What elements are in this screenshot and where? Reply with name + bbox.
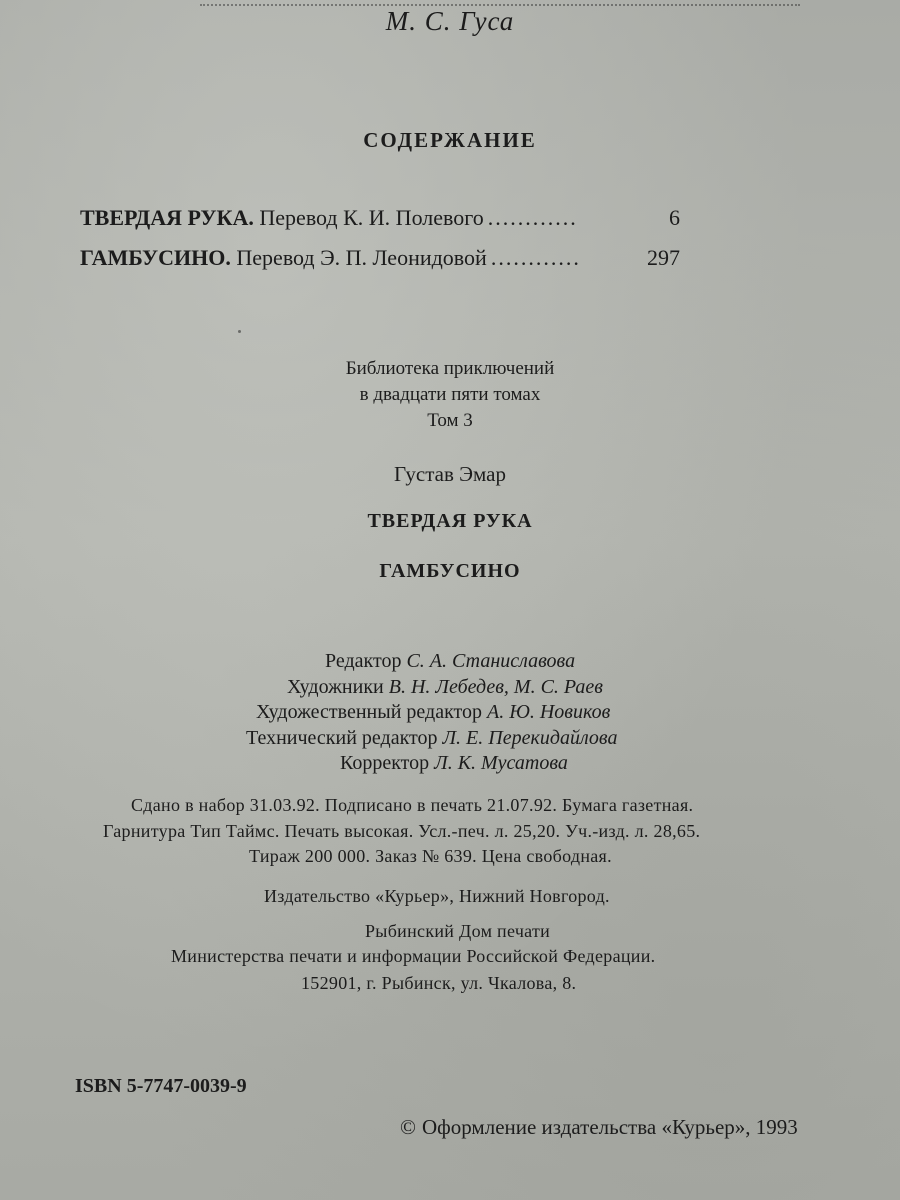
volume-number: Том 3 bbox=[427, 410, 473, 431]
toc-entry-translator: Перевод Э. П. Леонидовой bbox=[236, 245, 487, 270]
printer-address: 152901, г. Рыбинск, ул. Чкалова, 8. bbox=[301, 973, 577, 993]
toc-entry-title: ГАМБУСИНО. bbox=[80, 245, 231, 270]
credit-role: Технический редактор bbox=[246, 727, 438, 749]
toc-entry bbox=[80, 245, 680, 271]
toc-entry-page: 297 bbox=[647, 245, 680, 270]
credit-line bbox=[340, 752, 568, 775]
credit-role: Художники bbox=[287, 676, 384, 698]
toc-leader-dots: ............ bbox=[490, 245, 581, 270]
copyright-icon: © bbox=[400, 1115, 416, 1139]
credit-name: Л. Е. Перекидайлова bbox=[442, 727, 618, 749]
toc-entry-page: 6 bbox=[669, 205, 680, 230]
toc-leader-dots: ............ bbox=[487, 205, 578, 230]
credit-line bbox=[325, 650, 575, 673]
contents-heading: СОДЕРЖАНИЕ bbox=[363, 128, 537, 152]
translator-credit: М. С. Гуса bbox=[385, 6, 515, 36]
toc-entry bbox=[80, 205, 680, 231]
credit-line bbox=[287, 676, 603, 699]
credit-line bbox=[246, 727, 617, 750]
printer-line: Министерства печати и информации Российской Федерации. bbox=[171, 946, 656, 966]
toc-entry-title: ТВЕРДАЯ РУКА. bbox=[80, 205, 254, 230]
publisher-line: Издательство «Курьер», Нижний Новгород. bbox=[264, 886, 610, 906]
author-name: Густав Эмар bbox=[394, 462, 506, 486]
series-title: Библиотека приключений bbox=[345, 358, 555, 379]
credit-name: Л. К. Мусатова bbox=[434, 752, 568, 774]
book-title: ГАМБУСИНО bbox=[379, 560, 521, 582]
book-title: ТВЕРДАЯ РУКА bbox=[367, 510, 533, 532]
credit-name: С. А. Станиславова bbox=[406, 650, 576, 672]
imprint-line: Сдано в набор 31.03.92. Подписано в печать 21.07.92. Бумага газетная. bbox=[131, 795, 694, 815]
copyright-line bbox=[400, 1115, 798, 1140]
copyright-text: Оформление издательства «Курьер», 1993 bbox=[421, 1115, 798, 1139]
imprint-line: Гарнитура Тип Таймс. Печать высокая. Усл.-печ. л. 25,20. Уч.-изд. л. 28,65. bbox=[103, 821, 701, 841]
credit-line bbox=[256, 701, 610, 724]
isbn: ISBN 5-7747-0039-9 bbox=[75, 1075, 247, 1097]
credit-role: Художественный редактор bbox=[256, 701, 482, 723]
toc-entry-translator: Перевод К. И. Полевого bbox=[259, 205, 484, 230]
imprint-line: Тираж 200 000. Заказ № 639. Цена свободная. bbox=[249, 846, 612, 866]
paper-speck bbox=[238, 330, 241, 333]
printer-line: Рыбинский Дом печати bbox=[365, 921, 551, 941]
credit-name: А. Ю. Новиков bbox=[487, 701, 611, 723]
series-subtitle: в двадцати пяти томах bbox=[359, 384, 541, 405]
credit-name: В. Н. Лебедев, М. С. Раев bbox=[388, 676, 603, 698]
credit-role: Корректор bbox=[340, 752, 430, 774]
credit-role: Редактор bbox=[325, 650, 402, 672]
